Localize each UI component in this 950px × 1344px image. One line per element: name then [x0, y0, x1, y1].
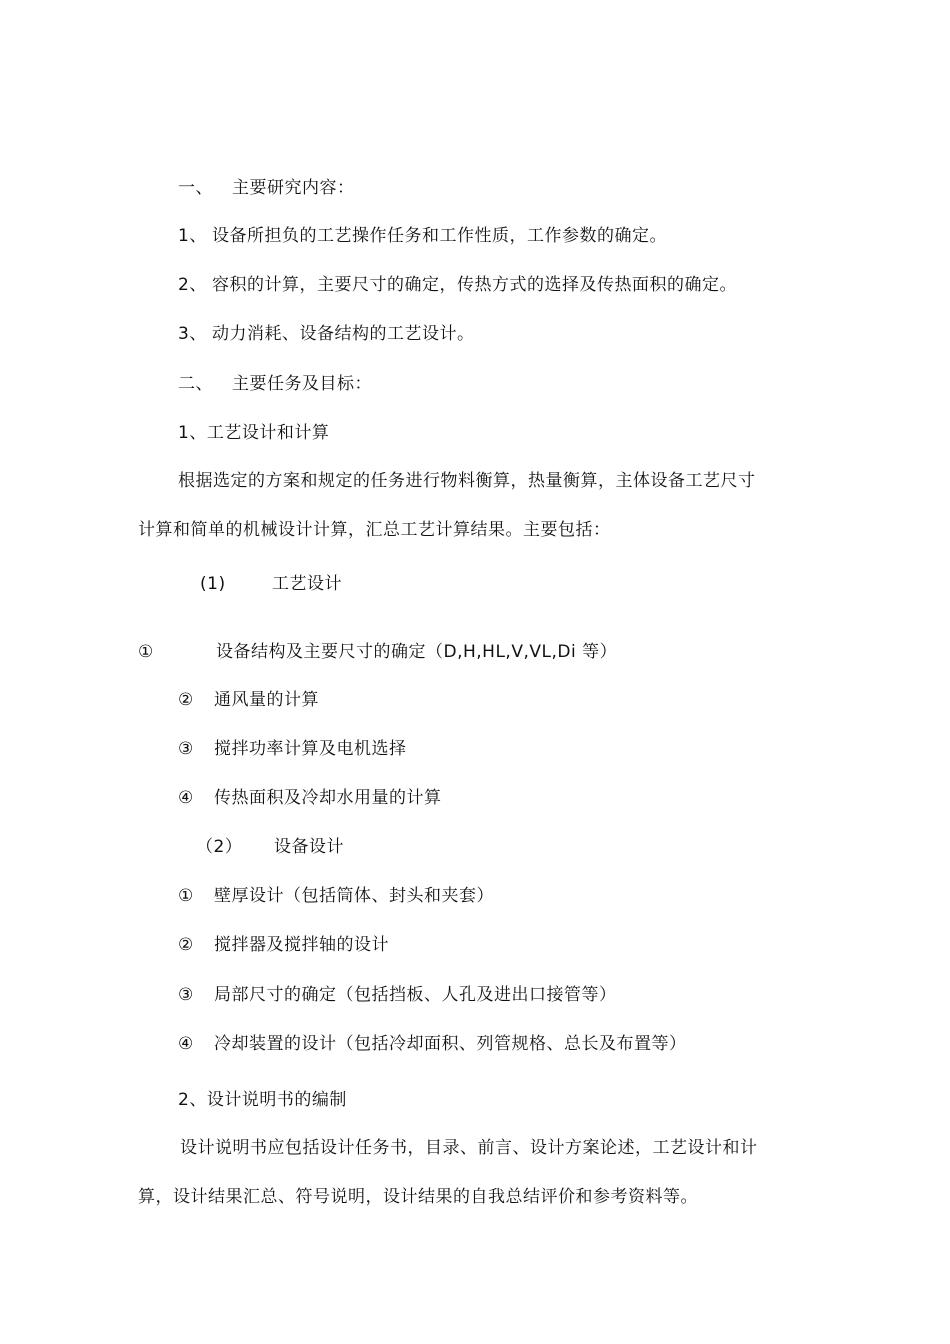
part2-title: 设备设计	[274, 837, 344, 857]
part2-item-2: ② 搅拌器及搅拌轴的设计	[178, 935, 389, 955]
section1-title: 主要研究内容：	[232, 178, 355, 198]
section1-item-3: 3、 动力消耗、设备结构的工艺设计。	[178, 324, 475, 344]
sub1-paragraph-line1: 根据选定的方案和规定的任务进行物料衡算，热量衡算，主体设备工艺尺寸	[178, 471, 756, 491]
section2-marker: 二、	[178, 374, 213, 394]
part2-heading	[196, 835, 344, 859]
section1-marker: 一、	[178, 178, 213, 198]
part2-item-1: ① 壁厚设计（包括筒体、封头和夹套）	[178, 886, 494, 906]
part1-item-1: ① 设备结构及主要尺寸的确定（D,H,HL,V,VL,Di 等）	[138, 642, 618, 662]
part1-item-2: ② 通风量的计算	[178, 690, 319, 710]
sub2-heading: 2、设计说明书的编制	[178, 1090, 347, 1110]
part1-number: (1)	[200, 574, 226, 594]
sub1-paragraph-line2: 计算和简单的机械设计计算，汇总工艺计算结果。主要包括：	[138, 520, 611, 540]
part1-heading	[200, 572, 342, 596]
section2-heading	[178, 372, 372, 396]
part2-item-4: ④ 冷却装置的设计（包括冷却面积、列管规格、总长及布置等）	[178, 1034, 687, 1054]
section2-title: 主要任务及目标：	[232, 374, 372, 394]
part2-item-3: ③ 局部尺寸的确定（包括挡板、人孔及进出口接管等）	[178, 985, 617, 1005]
section1-item-2: 2、 容积的计算，主要尺寸的确定，传热方式的选择及传热面积的确定。	[178, 275, 737, 295]
sub2-paragraph-line2: 算，设计结果汇总、符号说明，设计结果的自我总结评价和参考资料等。	[138, 1187, 698, 1207]
sub1-heading: 1、工艺设计和计算	[178, 423, 330, 443]
part2-number: （2）	[196, 837, 243, 857]
part1-item-4: ④ 传热面积及冷却水用量的计算	[178, 788, 442, 808]
part1-item-3: ③ 搅拌功率计算及电机选择	[178, 739, 407, 759]
sub2-paragraph-line1: 设计说明书应包括设计任务书，目录、前言、设计方案论述，工艺设计和计	[180, 1138, 758, 1158]
section1-item-1: 1、 设备所担负的工艺操作任务和工作性质，工作参数的确定。	[178, 226, 667, 246]
part1-title: 工艺设计	[272, 574, 342, 594]
section1-heading	[178, 176, 355, 200]
